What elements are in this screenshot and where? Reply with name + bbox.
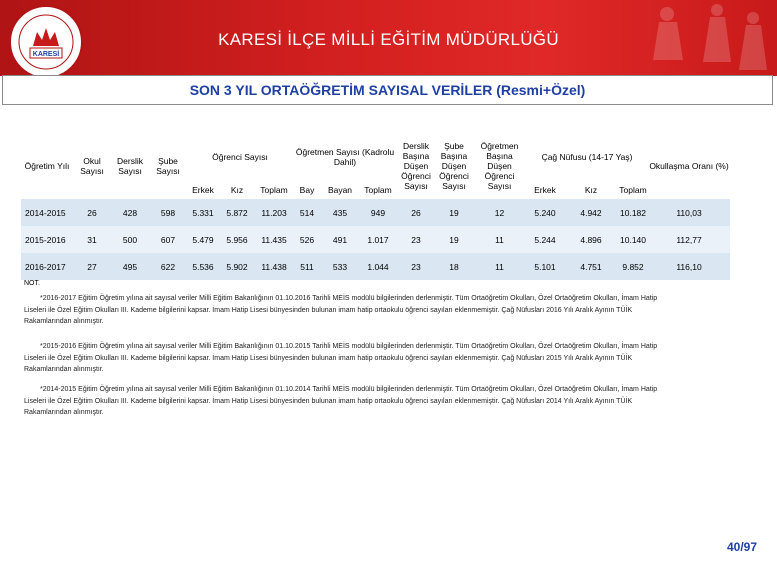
- header-teacher-total: Toplam: [359, 181, 397, 199]
- note-line: Liseleri ile Özel Eğitim Okulları III. Kademe bilgilerini kapsar. İmam Hatip Lisesi bünyesinden bulunan imam hatip ortaokulu öğrenci sayıları eklenmemiştir. Çağ Nüfusları 2016 Yılı Aralık Ayının TÜİK: [24, 306, 633, 314]
- cell-year: 2015-2016: [21, 226, 73, 253]
- cell-per-branch: 19: [435, 226, 473, 253]
- cell-schooling: 112,77: [648, 226, 730, 253]
- cell-branch: 622: [149, 253, 187, 280]
- header-student-female: Kız: [219, 181, 255, 199]
- cell-teacher-male: 526: [293, 226, 321, 253]
- header-schooling-rate: Okullaşma Oranı (%): [648, 133, 730, 199]
- cell-classroom: 428: [111, 199, 149, 226]
- cell-age-male: 5.101: [526, 253, 564, 280]
- note-2015-2016: [24, 341, 764, 376]
- page-number: 40/97: [726, 540, 757, 554]
- header-row-1: [21, 133, 730, 181]
- header-year: Öğretim Yılı: [21, 133, 73, 199]
- cell-student-male: 5.331: [187, 199, 219, 226]
- cell-teacher-female: 435: [321, 199, 359, 226]
- header-students: Öğrenci Sayısı: [187, 133, 293, 181]
- header-teachers: Öğretmen Sayısı (Kadrolu Dahil): [293, 133, 397, 181]
- header-per-classroom: Derslik Başına Düşen Öğrenci Sayısı: [397, 133, 435, 199]
- banner-title: KARESİ İLÇE MİLLİ EĞİTİM MÜDÜRLÜĞÜ: [218, 30, 559, 49]
- header-age-female: Kız: [564, 181, 618, 199]
- cell-year: 2016-2017: [21, 253, 73, 280]
- cell-school: 26: [73, 199, 111, 226]
- header-teacher-female: Bayan: [321, 181, 359, 199]
- header-per-teacher: Öğretmen Başına Düşen Öğrenci Sayısı: [473, 133, 526, 199]
- cell-student-male: 5.536: [187, 253, 219, 280]
- page-subtitle: SON 3 YIL ORTAÖĞRETİM SAYISAL VERİLER (Resmi+Özel): [189, 82, 586, 98]
- header-branch: Şube Sayısı: [149, 133, 187, 199]
- cell-teacher-total: 1.044: [359, 253, 397, 280]
- cell-per-teacher: 12: [473, 199, 526, 226]
- note-2016-2017: [24, 293, 764, 328]
- note-line: Rakamlarından alınmıştır.: [24, 366, 104, 373]
- table-row: [21, 199, 730, 226]
- header-teacher-male: Bay: [293, 181, 321, 199]
- cell-classroom: 500: [111, 226, 149, 253]
- cell-year: 2014-2015: [21, 199, 73, 226]
- cell-teacher-total: 1.017: [359, 226, 397, 253]
- header-age-population: Çağ Nüfusu (14-17 Yaş): [526, 133, 648, 181]
- cell-branch: 607: [149, 226, 187, 253]
- header-student-total: Toplam: [255, 181, 293, 199]
- note-line: Liseleri ile Özel Eğitim Okulları III. Kademe bilgilerini kapsar. İmam Hatip Lisesi bünyesinden bulunan imam hatip ortaokulu öğrenci sayıları eklenmemiştir. Çağ Nüfusları 2015 Yılı Aralık Ayının TÜİK: [24, 354, 633, 362]
- cell-teacher-female: 491: [321, 226, 359, 253]
- note-2014-2015: [24, 384, 764, 419]
- cell-teacher-female: 533: [321, 253, 359, 280]
- cell-per-branch: 19: [435, 199, 473, 226]
- note-line: *2015-2016 Eğitim Öğretim yılına ait sayısal veriler Milli Eğitim Bakanlığının 01.10.2015 Tarihli MEİS modülü bilgilerinden derlenmiştir. Tüm Ortaöğretim Okulları, Özel Ortaöğretim Okulları, İmam Hatip: [40, 343, 658, 350]
- cell-schooling: 110,03: [648, 199, 730, 226]
- cell-student-total: 11.203: [255, 199, 293, 226]
- header-banner: [0, 0, 777, 76]
- cell-age-female: 4.942: [564, 199, 618, 226]
- cell-age-male: 5.244: [526, 226, 564, 253]
- cell-teacher-male: 511: [293, 253, 321, 280]
- cell-per-classroom: 23: [397, 226, 435, 253]
- header-school: Okul Sayısı: [73, 133, 111, 199]
- cell-student-total: 11.438: [255, 253, 293, 280]
- cell-age-total: 10.182: [618, 199, 648, 226]
- header-age-total: Toplam: [618, 181, 648, 199]
- cell-schooling: 116,10: [648, 253, 730, 280]
- cell-age-female: 4.896: [564, 226, 618, 253]
- cell-student-female: 5.902: [219, 253, 255, 280]
- cell-teacher-total: 949: [359, 199, 397, 226]
- header-classroom: Derslik Sayısı: [111, 133, 149, 199]
- cell-student-male: 5.479: [187, 226, 219, 253]
- notes-label: NOT.: [24, 280, 40, 287]
- header-student-male: Erkek: [187, 181, 219, 199]
- subtitle-box: [2, 75, 773, 105]
- cell-student-female: 5.956: [219, 226, 255, 253]
- cell-per-branch: 18: [435, 253, 473, 280]
- cell-classroom: 495: [111, 253, 149, 280]
- data-table: [21, 133, 730, 280]
- table-row: [21, 253, 730, 280]
- cell-school: 27: [73, 253, 111, 280]
- cell-student-female: 5.872: [219, 199, 255, 226]
- note-line: Rakamlarından alınmıştır.: [24, 409, 104, 416]
- cell-age-total: 10.140: [618, 226, 648, 253]
- cell-per-classroom: 23: [397, 253, 435, 280]
- cell-age-male: 5.240: [526, 199, 564, 226]
- note-line: *2014-2015 Eğitim Öğretim yılına ait sayısal veriler Milli Eğitim Bakanlığının 01.10.2014 Tarihli MEİS modülü bilgilerinden derlenmiştir. Tüm Ortaöğretim Okulları, Özel Ortaöğretim Okulları, İmam Hatip: [40, 386, 658, 393]
- note-line: *2016-2017 Eğitim Öğretim yılına ait sayısal veriler Milli Eğitim Bakanlığının 01.10.2016 Tarihli MEİS modülü bilgilerinden derlenmiştir. Tüm Ortaöğretim Okulları, Özel Ortaöğretim Okulları, İmam Hatip: [40, 295, 658, 302]
- note-line: Rakamlarından alınmıştır.: [24, 318, 104, 325]
- cell-age-total: 9.852: [618, 253, 648, 280]
- cell-per-teacher: 11: [473, 226, 526, 253]
- header-per-branch: Şube Başına Düşen Öğrenci Sayısı: [435, 133, 473, 199]
- note-line: Liseleri ile Özel Eğitim Okulları III. Kademe bilgilerini kapsar. İmam Hatip Lisesi bünyesinden bulunan imam hatip ortaokulu öğrenci sayıları eklenmemiştir. Çağ Nüfusları 2014 Yılı Aralık Ayının TÜİK: [24, 397, 633, 405]
- cell-age-female: 4.751: [564, 253, 618, 280]
- cell-school: 31: [73, 226, 111, 253]
- cell-teacher-male: 514: [293, 199, 321, 226]
- cell-branch: 598: [149, 199, 187, 226]
- cell-student-total: 11.435: [255, 226, 293, 253]
- logo-text: KARESİ: [32, 51, 60, 58]
- cell-per-teacher: 11: [473, 253, 526, 280]
- cell-per-classroom: 26: [397, 199, 435, 226]
- table-row: [21, 226, 730, 253]
- header-age-male: Erkek: [526, 181, 564, 199]
